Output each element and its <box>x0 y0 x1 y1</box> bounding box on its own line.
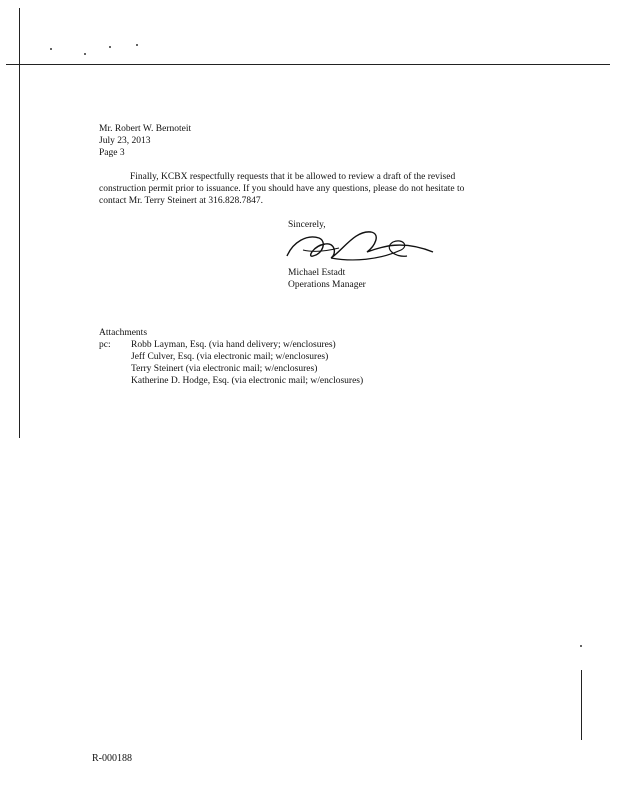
scan-rule-top <box>6 64 610 65</box>
signatory-title: Operations Manager <box>288 280 366 290</box>
scan-speck <box>109 46 111 48</box>
scan-speck <box>50 48 52 50</box>
page-number: Page 3 <box>99 148 125 158</box>
body-line-3: contact Mr. Terry Steinert at 316.828.7847. <box>99 196 264 206</box>
attachments-label: Attachments <box>99 328 148 338</box>
cc-label: pc: <box>99 340 111 350</box>
scan-speck <box>136 44 138 46</box>
bates-number: R-000188 <box>92 753 132 764</box>
scan-speck <box>84 53 86 55</box>
signatory-name: Michael Estadt <box>288 268 346 278</box>
signature-image <box>283 222 443 272</box>
recipient-name: Mr. Robert W. Bernoteit <box>99 124 192 134</box>
cc-recipient: Robb Layman, Esq. (via hand delivery; w/enclosures) <box>131 340 336 350</box>
body-line-1: Finally, KCBX respectfully requests that it be allowed to review a draft of the revised <box>130 172 456 182</box>
cc-recipient: Terry Steinert (via electronic mail; w/enclosures) <box>131 364 318 374</box>
scan-edge-right <box>581 670 582 740</box>
scan-speck <box>580 645 582 647</box>
body-line-2: construction permit prior to issuance. If you should have any questions, please do not hesitate to <box>99 184 465 194</box>
cc-recipient: Jeff Culver, Esq. (via electronic mail; w/enclosures) <box>131 352 329 362</box>
scan-edge-left <box>19 8 20 438</box>
letter-date: July 23, 2013 <box>99 136 151 146</box>
closing-salutation: Sincerely, <box>288 220 326 230</box>
cc-recipient: Katherine D. Hodge, Esq. (via electronic mail; w/enclosures) <box>131 376 364 386</box>
